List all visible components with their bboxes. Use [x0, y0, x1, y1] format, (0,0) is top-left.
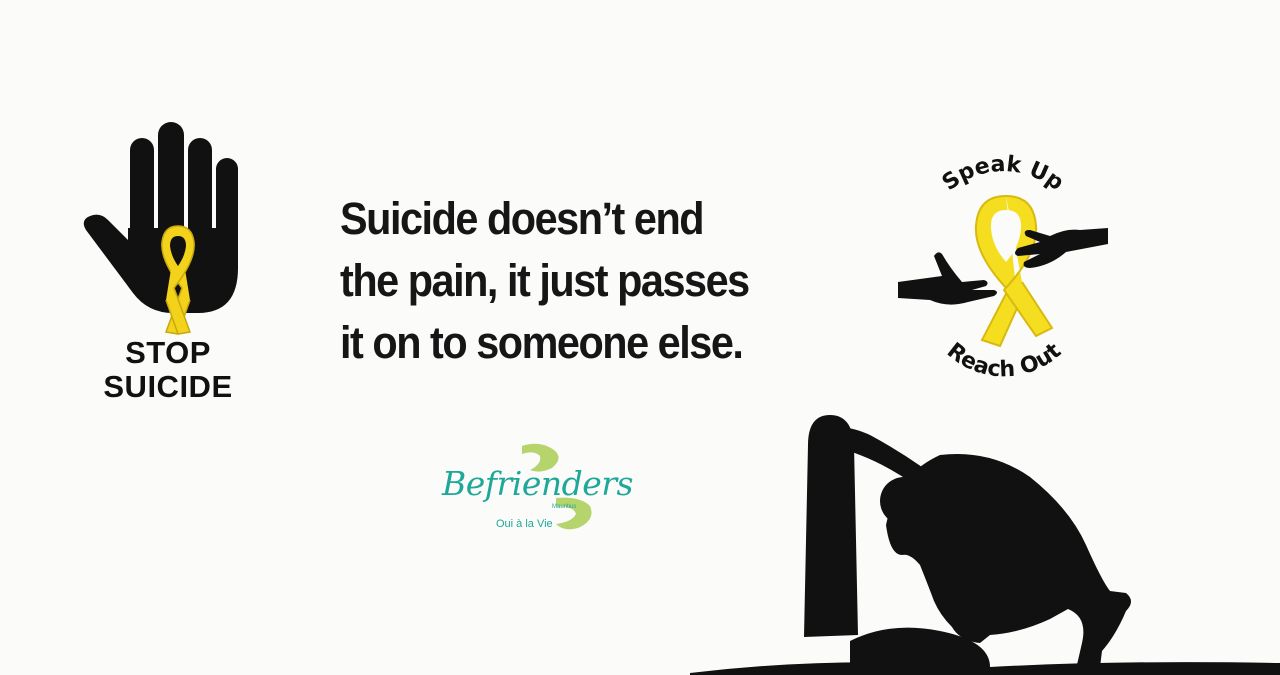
quote-line-1: Suicide doesn’t end: [340, 193, 704, 244]
reaching-hands-ribbon-icon: [890, 150, 1120, 390]
suicide-label: SUICIDE: [103, 369, 233, 404]
befrienders-name: Befrienders: [442, 464, 633, 503]
reach-out-text: Reach Out: [942, 338, 1067, 383]
befrienders-country: Mauritius: [552, 504, 577, 510]
quote-line-3: it on to someone else.: [340, 317, 743, 368]
main-quote: [340, 188, 810, 374]
stop-label: STOP: [125, 335, 211, 370]
man-head: [880, 477, 928, 525]
hand-with-ribbon-icon: [78, 118, 258, 338]
befrienders-tagline: Oui à la Vie: [496, 518, 553, 530]
yellow-ribbon-icon: [976, 196, 1052, 346]
speak-up-text: Speak Up: [937, 151, 1069, 196]
speak-up-reach-out-logo: [890, 150, 1120, 390]
befrienders-logo: [430, 440, 633, 540]
quote-line-2: the pain, it just passes: [340, 255, 749, 306]
stop-suicide-text: [78, 336, 258, 404]
stop-suicide-logo: [78, 118, 258, 418]
grieving-man-silhouette: [690, 405, 1280, 675]
